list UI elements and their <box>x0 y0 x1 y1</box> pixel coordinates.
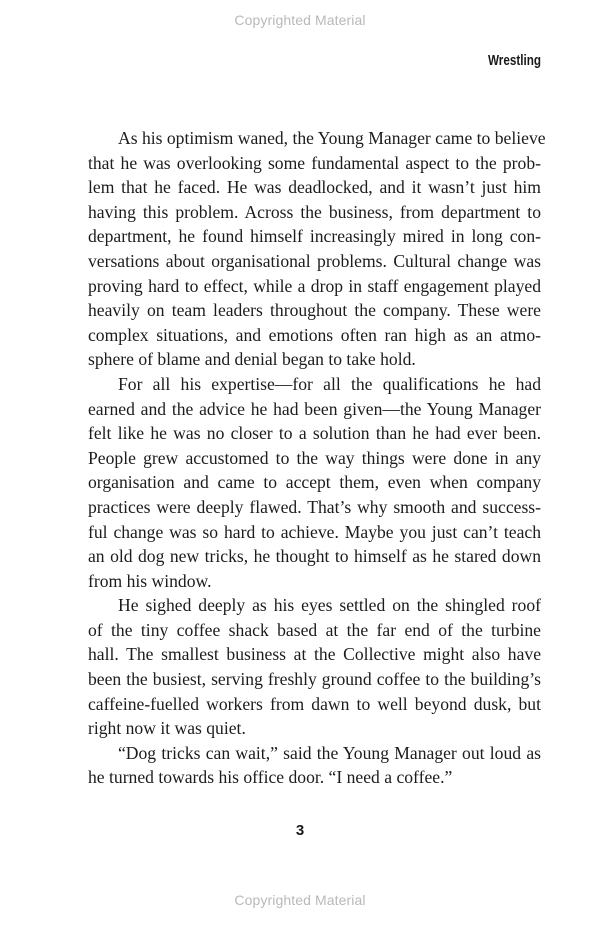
text-line: felt like he was no closer to a solution than he had ever been. <box>88 423 541 444</box>
text-line: lem that he faced. He was deadlocked, and it wasn’t just him <box>88 177 541 198</box>
text-line: been the busiest, serving freshly ground coffee to the building’s <box>88 669 541 690</box>
text-line: sphere of blame and denial began to take hold. <box>88 349 416 370</box>
text-line: practices were deeply flawed. That’s why smooth and success- <box>88 496 541 517</box>
text-line: versations about organisational problems. Cultural change was <box>88 250 541 271</box>
text-line: As his optimism waned, the Young Manager came to believe <box>118 128 546 148</box>
copyright-watermark-bottom: Copyrighted Material <box>234 892 366 908</box>
text-line: department, he found himself increasingly mired in long con- <box>88 226 541 247</box>
text-line: For all his expertise—for all the qualifications he had <box>118 373 541 394</box>
text-line: caffeine-fuelled workers from dawn to well beyond dusk, but <box>88 693 541 714</box>
running-head: Wrestling <box>487 52 541 69</box>
text-line: People grew accustomed to the way things were done in any <box>88 447 541 468</box>
text-line: hall. The smallest business at the Collective might also have <box>88 644 541 665</box>
body-text <box>88 126 546 790</box>
text-line: he turned towards his office door. “I need a coffee.” <box>88 767 453 788</box>
paragraph-4 <box>88 741 541 790</box>
text-line: organisation and came to accept them, even when company <box>88 472 541 493</box>
copyright-watermark-top: Copyrighted Material <box>234 12 366 28</box>
text-line: earned and the advice he had been given—the Young Manager <box>88 398 541 419</box>
text-line: having this problem. Across the business, from department to <box>88 201 541 222</box>
page-number: 3 <box>295 822 305 839</box>
paragraph-2 <box>88 372 541 593</box>
paragraph-3 <box>88 593 541 741</box>
text-line: heavily on team leaders throughout the company. These were <box>88 300 541 321</box>
text-line: “Dog tricks can wait,” said the Young Manager out loud as <box>118 742 541 763</box>
text-line: ful change was so hard to achieve. Maybe you just can’t teach <box>88 521 541 542</box>
text-line: of the tiny coffee shack based at the far end of the turbine <box>88 619 541 640</box>
text-line: right now it was quiet. <box>88 718 246 739</box>
text-line: that he was overlooking some fundamental aspect to the prob- <box>88 152 541 173</box>
text-line: complex situations, and emotions often ran high as an atmo- <box>88 324 541 345</box>
text-line: from his window. <box>88 570 212 591</box>
text-line: proving hard to effect, while a drop in staff engagement played <box>88 275 541 296</box>
text-line: an old dog new tricks, he thought to himself as he stared down <box>88 546 541 567</box>
text-line: He sighed deeply as his eyes settled on the shingled roof <box>118 595 541 616</box>
paragraph-1 <box>88 126 546 372</box>
